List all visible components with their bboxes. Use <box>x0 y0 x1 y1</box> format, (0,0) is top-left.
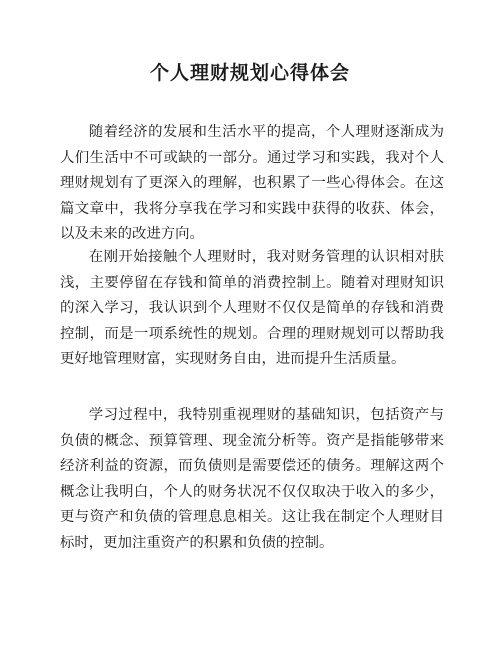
paragraph-basic-knowledge: 学习过程中，我特别重视理财的基础知识，包括资产与负债的概念、预算管理、现金流分析等。资产是指能够带来经济利益的资源，而负债则是需要偿还的债务。理解这两个概念让我明白，个人的财务状况不仅仅取决于收入的多少，更与资产和负债的管理息息相关。这让我在制定个人理财目标时，更加注重资产的积累和负债的控制。 <box>60 407 444 551</box>
paragraph-early-understanding: 在刚开始接触个人理财时，我对财务管理的认识相对肤浅，主要停留在存钱和简单的消费控制上。随着对理财知识的深入学习，我认识到个人理财不仅仅是简单的存钱和消费控制，而是一项系统性的规划。合理的理财规划可以帮助我更好地管理财富，实现财务自由，进而提升生活质量。 <box>60 249 444 367</box>
paragraph-intro: 随着经济的发展和生活水平的提高，个人理财逐渐成为人们生活中不可或缺的一部分。通过学习和实践，我对个人理财规划有了更深入的理解，也积累了一些心得体会。在这篇文章中，我将分享我在学习和实践中获得的收获、体会，以及未来的改进方向。 <box>60 124 444 242</box>
document-title: 个人理财规划心得体会 <box>149 62 350 84</box>
